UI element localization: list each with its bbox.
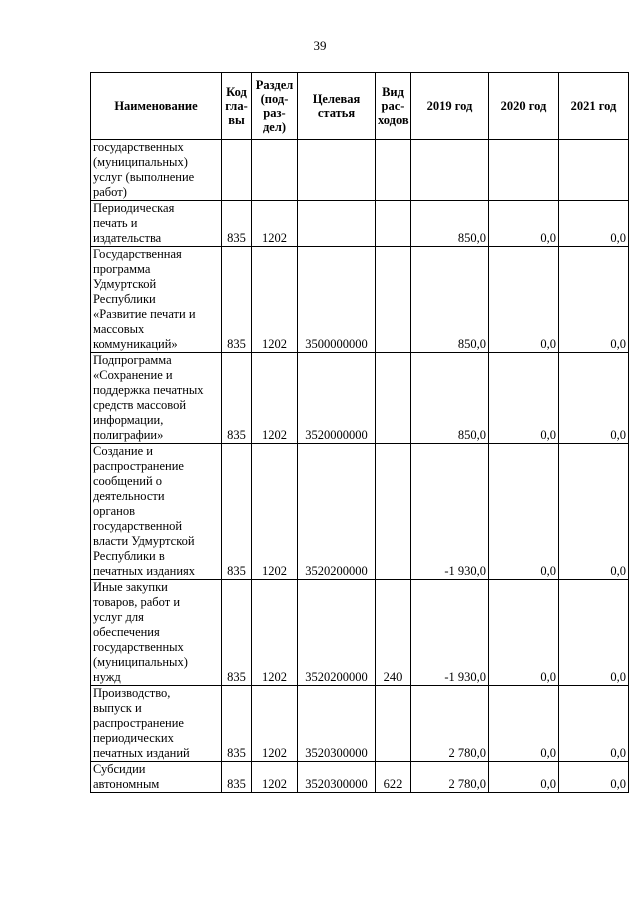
cell-name: Государственная программа Удмуртской Республики «Развитие печати и массовых коммуникаций» bbox=[91, 247, 222, 353]
header-code: Код гла- вы bbox=[222, 73, 252, 140]
cell-name: Подпрограмма «Сохранение и поддержка печатных средств массовой информации, полиграфии» bbox=[91, 353, 222, 444]
table-row bbox=[91, 444, 629, 580]
cell-2019: 850,0 bbox=[411, 247, 489, 353]
cell-2021: 0,0 bbox=[559, 247, 629, 353]
cell-2020: 0,0 bbox=[489, 201, 559, 247]
cell-2020: 0,0 bbox=[489, 444, 559, 580]
table-row bbox=[91, 686, 629, 762]
cell-code: 835 bbox=[222, 580, 252, 686]
cell-2020: 0,0 bbox=[489, 247, 559, 353]
cell-target: 3500000000 bbox=[298, 247, 376, 353]
cell-2019: 2 780,0 bbox=[411, 762, 489, 793]
cell-section: 1202 bbox=[252, 201, 298, 247]
budget-table bbox=[90, 72, 629, 793]
cell-section: 1202 bbox=[252, 353, 298, 444]
cell-code: 835 bbox=[222, 201, 252, 247]
cell-target: 3520000000 bbox=[298, 353, 376, 444]
table-row bbox=[91, 247, 629, 353]
cell-code: 835 bbox=[222, 444, 252, 580]
cell-2020: 0,0 bbox=[489, 580, 559, 686]
cell-2021: 0,0 bbox=[559, 353, 629, 444]
table-row bbox=[91, 762, 629, 793]
cell-2021: 0,0 bbox=[559, 444, 629, 580]
cell-section: 1202 bbox=[252, 247, 298, 353]
cell-2021: 0,0 bbox=[559, 686, 629, 762]
cell-2021: 0,0 bbox=[559, 201, 629, 247]
cell-section: 1202 bbox=[252, 444, 298, 580]
cell-2021: 0,0 bbox=[559, 762, 629, 793]
header-2020: 2020 год bbox=[489, 73, 559, 140]
cell-target bbox=[298, 201, 376, 247]
page-number: 39 bbox=[313, 38, 327, 53]
table-row bbox=[91, 140, 629, 201]
cell-2021: 0,0 bbox=[559, 580, 629, 686]
cell-name: Иные закупки товаров, работ и услуг для обеспечения государственных (муниципальных) нужд bbox=[91, 580, 222, 686]
cell-2019: 2 780,0 bbox=[411, 686, 489, 762]
cell-section: 1202 bbox=[252, 580, 298, 686]
header-section: Раздел (под- раз- дел) bbox=[252, 73, 298, 140]
cell-expense bbox=[376, 140, 411, 201]
cell-expense bbox=[376, 686, 411, 762]
cell-section: 1202 bbox=[252, 686, 298, 762]
cell-expense bbox=[376, 353, 411, 444]
cell-code: 835 bbox=[222, 353, 252, 444]
cell-target bbox=[298, 140, 376, 201]
cell-section: 1202 bbox=[252, 762, 298, 793]
cell-2020: 0,0 bbox=[489, 686, 559, 762]
cell-expense bbox=[376, 444, 411, 580]
cell-name: Субсидии автономным bbox=[91, 762, 222, 793]
header-2019: 2019 год bbox=[411, 73, 489, 140]
cell-2021 bbox=[559, 140, 629, 201]
table-row bbox=[91, 353, 629, 444]
header-name: Наименование bbox=[91, 73, 222, 140]
cell-code: 835 bbox=[222, 247, 252, 353]
cell-2019: -1 930,0 bbox=[411, 444, 489, 580]
table-row bbox=[91, 580, 629, 686]
cell-target: 3520300000 bbox=[298, 686, 376, 762]
table-header-row bbox=[91, 73, 629, 140]
cell-expense: 622 bbox=[376, 762, 411, 793]
header-2021: 2021 год bbox=[559, 73, 629, 140]
cell-code: 835 bbox=[222, 762, 252, 793]
cell-name: Производство, выпуск и распространение периодических печатных изданий bbox=[91, 686, 222, 762]
cell-name: государственных (муниципальных) услуг (выполнение работ) bbox=[91, 140, 222, 201]
cell-2019: -1 930,0 bbox=[411, 580, 489, 686]
cell-2019 bbox=[411, 140, 489, 201]
header-target: Целевая статья bbox=[298, 73, 376, 140]
header-expense: Вид рас- ходов bbox=[376, 73, 411, 140]
cell-2020: 0,0 bbox=[489, 762, 559, 793]
cell-code: 835 bbox=[222, 686, 252, 762]
cell-expense bbox=[376, 247, 411, 353]
cell-2019: 850,0 bbox=[411, 353, 489, 444]
cell-code bbox=[222, 140, 252, 201]
cell-section bbox=[252, 140, 298, 201]
cell-name: Периодическая печать и издательства bbox=[91, 201, 222, 247]
cell-target: 3520200000 bbox=[298, 444, 376, 580]
cell-target: 3520200000 bbox=[298, 580, 376, 686]
table-row bbox=[91, 201, 629, 247]
cell-2020 bbox=[489, 140, 559, 201]
cell-name: Создание и распространение сообщений о деятельности органов государственной власти Удмуртской Республики в печатных изданиях bbox=[91, 444, 222, 580]
cell-2019: 850,0 bbox=[411, 201, 489, 247]
cell-expense: 240 bbox=[376, 580, 411, 686]
cell-expense bbox=[376, 201, 411, 247]
cell-target: 3520300000 bbox=[298, 762, 376, 793]
cell-2020: 0,0 bbox=[489, 353, 559, 444]
